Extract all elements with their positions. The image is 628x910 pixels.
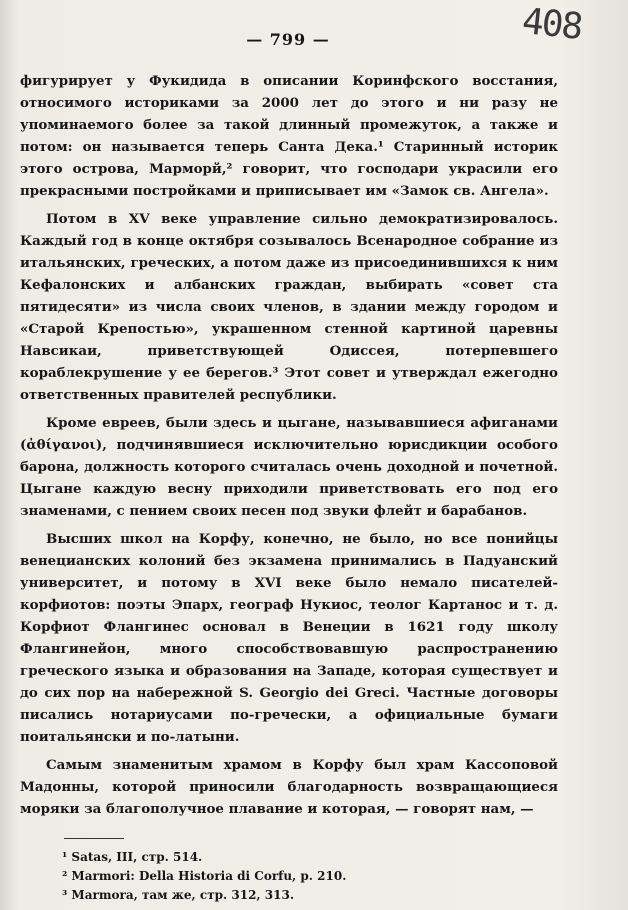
footnote: ³ Marmora, там же, стр. 312, 313. <box>62 888 295 902</box>
paragraph: Кроме евреев, были здесь и цыгане, называвшиеся афиганами (ἀθίγανοι), подчинявшиеся исключительно юрисдикции особого барона, должность которого считалась очень доходной и почетной. Цыгане каждую весну приходили приветствовать его под его знаменами, с пением своих песен под звуки флейт и барабанов. <box>20 415 558 519</box>
paragraph: фигурирует у Фукидида в описании Коринфского восстания, относимого историками за 2000 лет до этого и ни разу не упоминаемого более за такой длинный промежуток, а также и потом: он называется теперь Санта Дека.¹ Старинный историк этого острова, Марморй,² говорит, что господари украсили его прекрасными постройками и приписывает им «Замок св. Ангела». <box>20 73 558 199</box>
page-number: — 799 — <box>246 30 330 49</box>
paragraph: Потом в XV веке управление сильно демократизировалось. Каждый год в конце октября созывалось Всенародное собрание из итальянских, греческих, а потом даже из присоединившихся к ним Кефалонских и албанских граждан, выбирать «совет ста пятидесяти» из числа своих членов, в здании между городом и «Старой Крепостью», украшенном стенной картиной царевны Навсикаи, приветствующей Одиссея, потерпевшего кораблекрушение у ее берегов.³ Этот совет и утверждал ежегодно ответственных правителей республики. <box>20 211 558 403</box>
footnotes <box>62 848 542 905</box>
footnote-divider <box>64 838 124 839</box>
body-text <box>20 70 558 826</box>
paragraph: Высших школ на Корфу, конечно, не было, но все понийцы венецианских колоний без экзамена принимались в Падуанский университет, и потому в XVI веке было немало писателей-корфиотов: поэты Эпарх, географ Нукиос, теолог Картанос и т. д. Корфиот Флангинес основал в Венеции в 1621 году школу Флангинейон, много способствовавшую распространению греческого языка и образования на Западе, которая существует и до сих пор на набережной S. Georgio dei Greci. Частные договоры писались нотариусами по-гречески, а официальные бумаги поитальянски и по-латыни. <box>20 531 558 745</box>
paragraph: Самым знаменитым храмом в Корфу был храм Кассоповой Мадонны, которой приносили благодарность возвращающиеся моряки за благополучное плавание и которая, — говорят нам, — <box>20 757 558 817</box>
footnote: ¹ Satas, III, стр. 514. <box>62 850 203 864</box>
footnote: ² Marmori: Della Historia di Corfu, p. 210. <box>62 869 347 883</box>
handwritten-page-number: 408 <box>520 0 584 48</box>
